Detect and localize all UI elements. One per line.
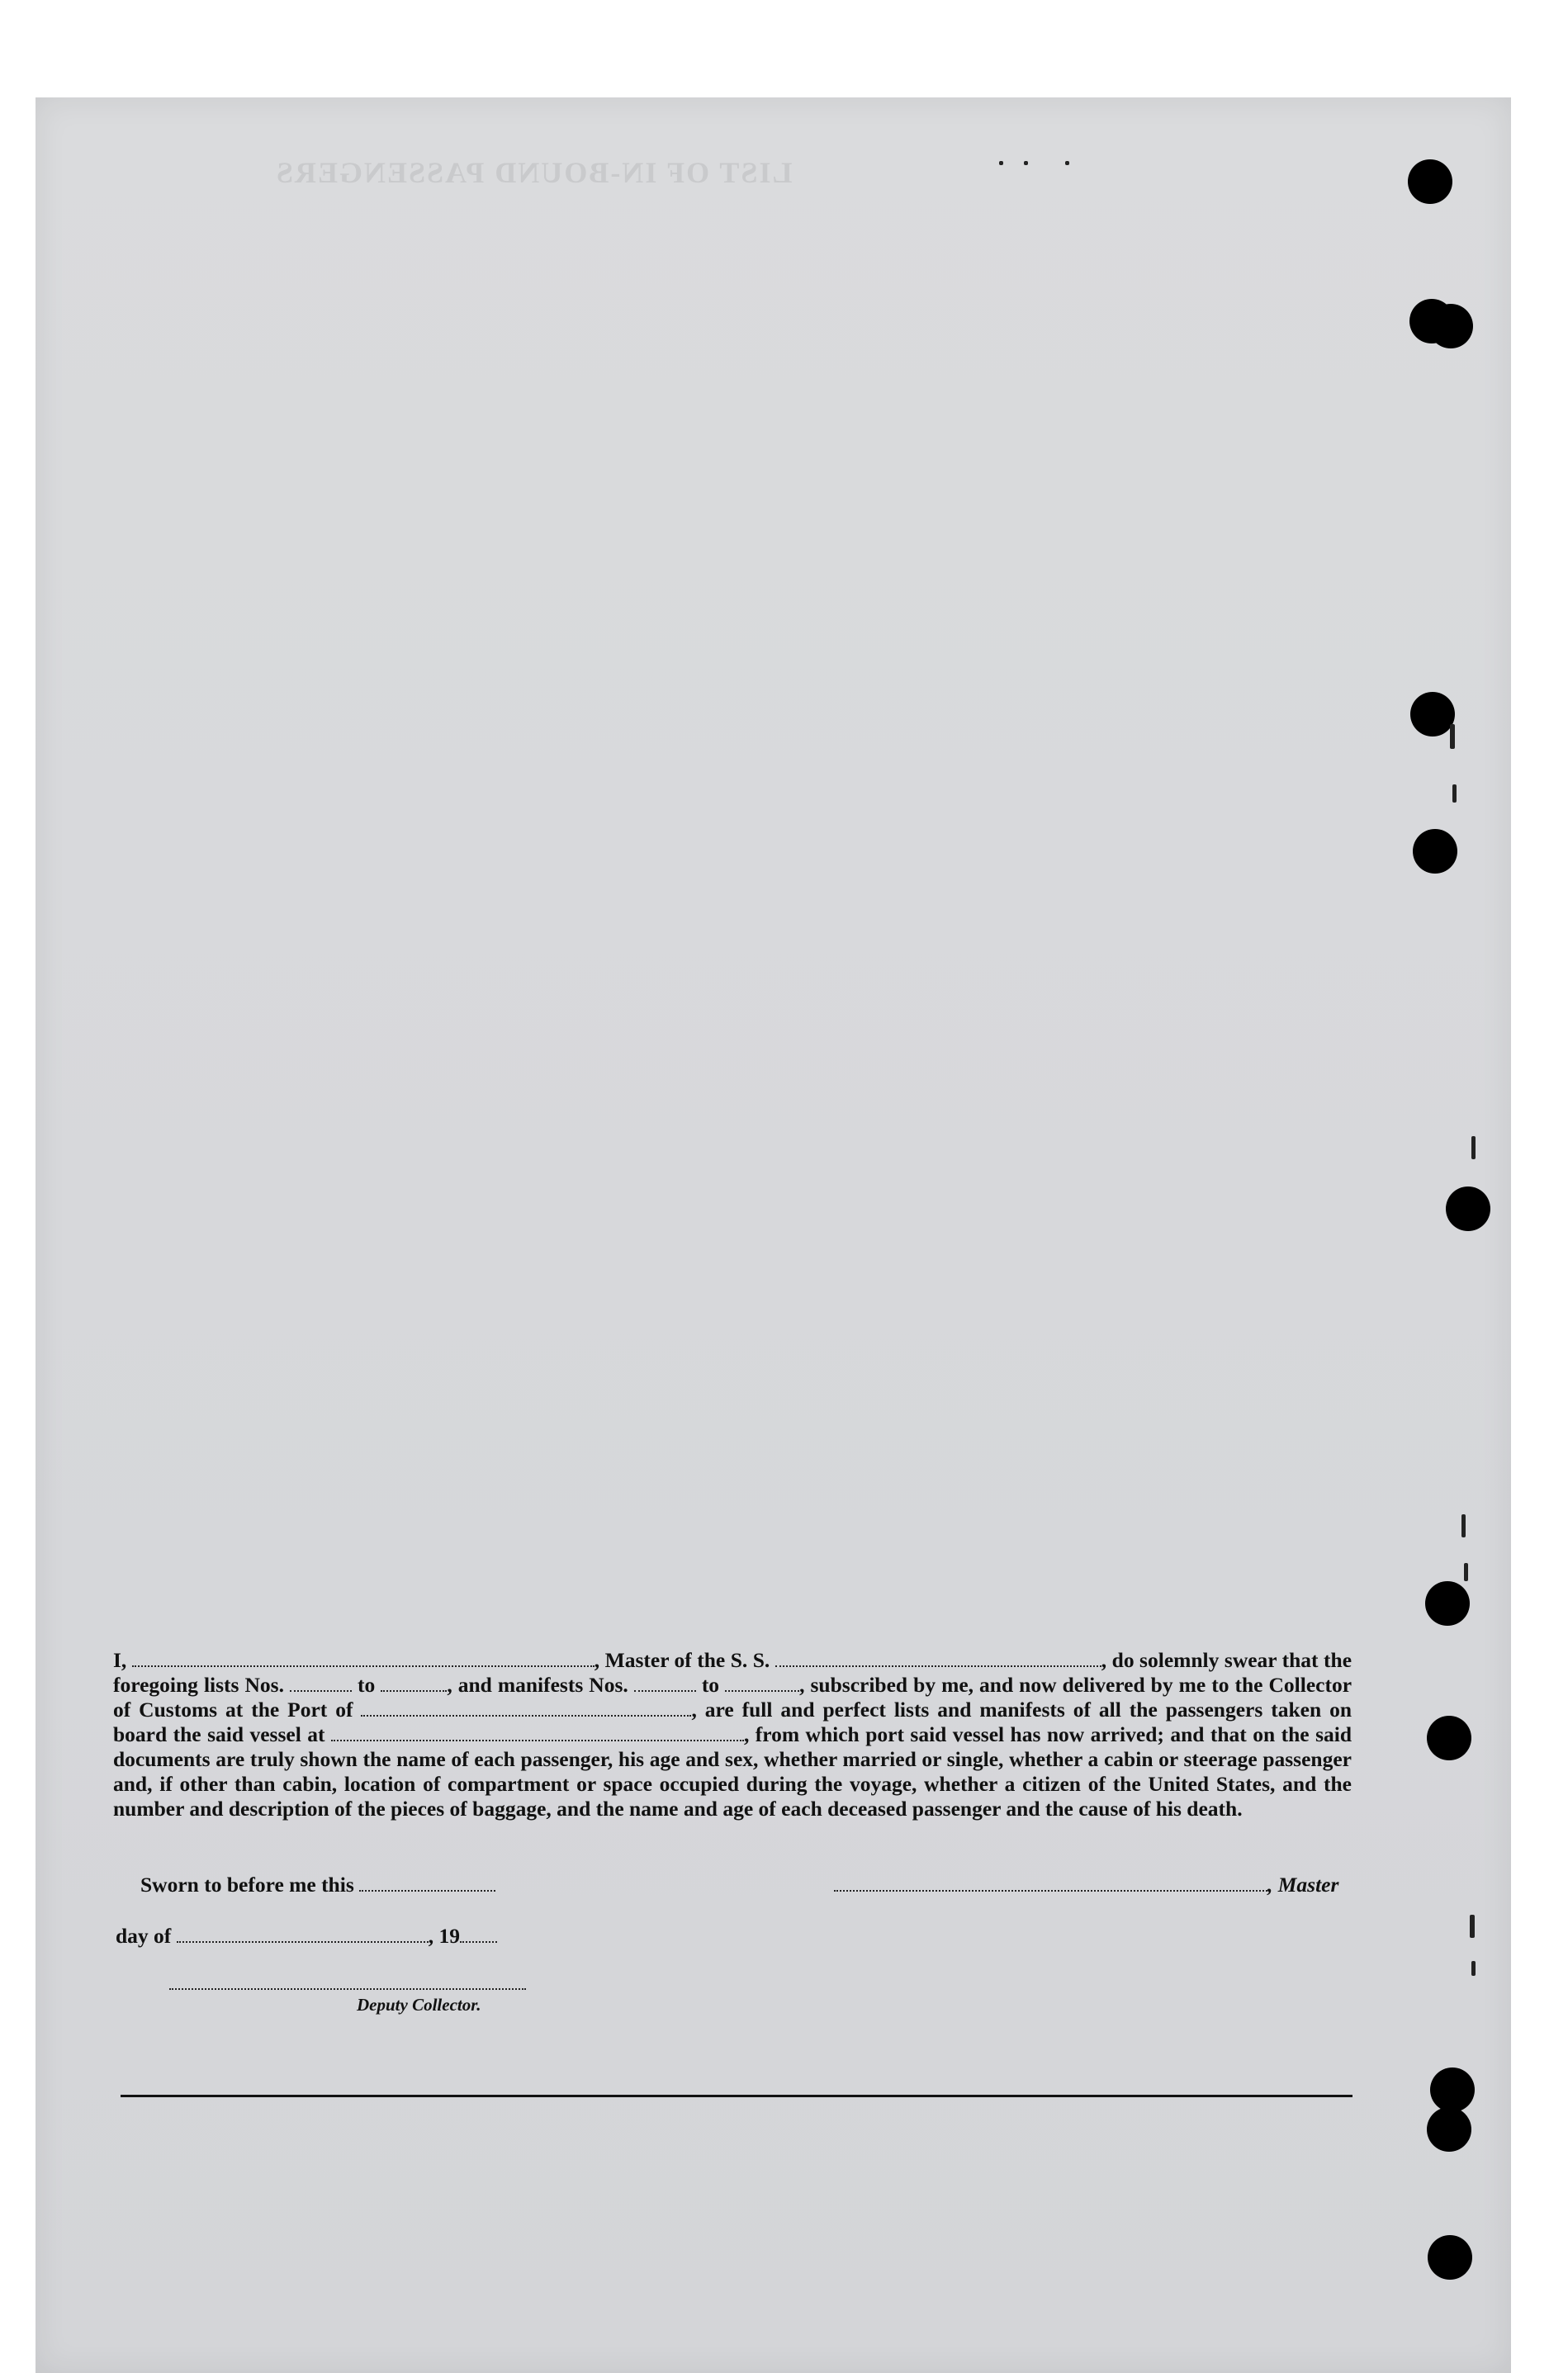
sworn-date-blank xyxy=(359,1875,495,1892)
ink-mark xyxy=(1471,1136,1476,1159)
ink-mark xyxy=(999,161,1003,165)
oath-full-and-perfect: , are full and perfect lists and xyxy=(691,1698,972,1722)
bottom-rule xyxy=(121,2095,1352,2097)
month-blank xyxy=(177,1926,429,1943)
punch-hole xyxy=(1428,2235,1472,2280)
punch-hole xyxy=(1430,2067,1475,2112)
punch-hole xyxy=(1413,829,1457,874)
oath-pronoun: I, xyxy=(113,1648,127,1672)
ink-mark xyxy=(1461,1514,1466,1537)
punch-hole xyxy=(1425,1581,1470,1626)
year-prefix: , 19 xyxy=(428,1924,460,1948)
vessel-name-blank xyxy=(775,1651,1101,1667)
oath-do-solemnly: , do solemnly xyxy=(1101,1648,1220,1672)
master-signature-line xyxy=(834,1873,1338,1897)
punch-hole xyxy=(1408,159,1452,204)
master-signature-blank xyxy=(834,1875,1267,1892)
list-from-blank xyxy=(290,1675,352,1692)
oath-subscribed: , subscribed by me, and now xyxy=(799,1673,1057,1697)
ink-mark xyxy=(1450,724,1455,749)
master-label: , Master xyxy=(1267,1873,1339,1897)
oath-to-2: to xyxy=(701,1673,720,1697)
ink-mark xyxy=(1024,161,1028,165)
oath-remainder: port said vessel has now arrived; and that on the said documents are truly shown the name of each passenger, his age and sex, whether married or single, whether a cabin or steerage passenger and, if other than cabin, location of compartment or space occupied during the voyage, whether a citizen of the United States, and the number and description of the pieces of baggage, and the name and age of each deceased passenger and the cause of his death. xyxy=(113,1722,1352,1821)
ink-mark xyxy=(1471,1961,1476,1976)
bleed-heading: LIST OF IN-BOUND PASSENGERS xyxy=(275,156,793,189)
ink-mark xyxy=(1452,784,1457,803)
bleed-through-text xyxy=(36,97,1511,2373)
departure-port-blank xyxy=(331,1725,744,1741)
list-to-blank xyxy=(381,1675,447,1692)
oath-to-1: to xyxy=(358,1673,376,1697)
ink-mark xyxy=(1470,1915,1475,1938)
oath-and-manifests: , and manifests Nos. xyxy=(447,1673,628,1697)
punch-hole xyxy=(1428,304,1473,348)
punch-hole xyxy=(1427,1716,1471,1760)
manifest-to-blank xyxy=(725,1675,799,1692)
form-sheet xyxy=(36,97,1511,2373)
ink-mark xyxy=(1464,1563,1468,1581)
oath-from-which: , from which xyxy=(743,1722,860,1746)
port-blank xyxy=(361,1700,691,1717)
punch-hole xyxy=(1446,1186,1490,1231)
oath-manifests-taken: manifests of all the passengers taken on board the said vessel at xyxy=(113,1698,1352,1746)
manifest-from-blank xyxy=(634,1675,696,1692)
deputy-signature-blank xyxy=(169,1988,526,1990)
year-blank xyxy=(460,1926,497,1943)
ink-mark xyxy=(1065,161,1069,165)
sworn-line xyxy=(140,1873,495,1897)
punch-hole xyxy=(1410,692,1455,737)
oath-swear-lists: swear that the foregoing lists Nos. xyxy=(113,1648,1352,1697)
punch-hole xyxy=(1427,2107,1471,2152)
oath-paragraph xyxy=(113,1648,1352,1821)
day-line xyxy=(116,1924,497,1949)
oath-block xyxy=(113,1648,1352,1821)
master-name-blank xyxy=(132,1651,595,1667)
deputy-collector-label: Deputy Collector. xyxy=(357,1995,481,2015)
oath-master-of: , Master of the S. S. xyxy=(594,1648,770,1672)
day-of-label: day of xyxy=(116,1924,172,1948)
sworn-label: Sworn to before me this xyxy=(140,1873,354,1897)
oath-delivered: delivered by me to the Collector of Customs at the Port of xyxy=(113,1673,1352,1722)
